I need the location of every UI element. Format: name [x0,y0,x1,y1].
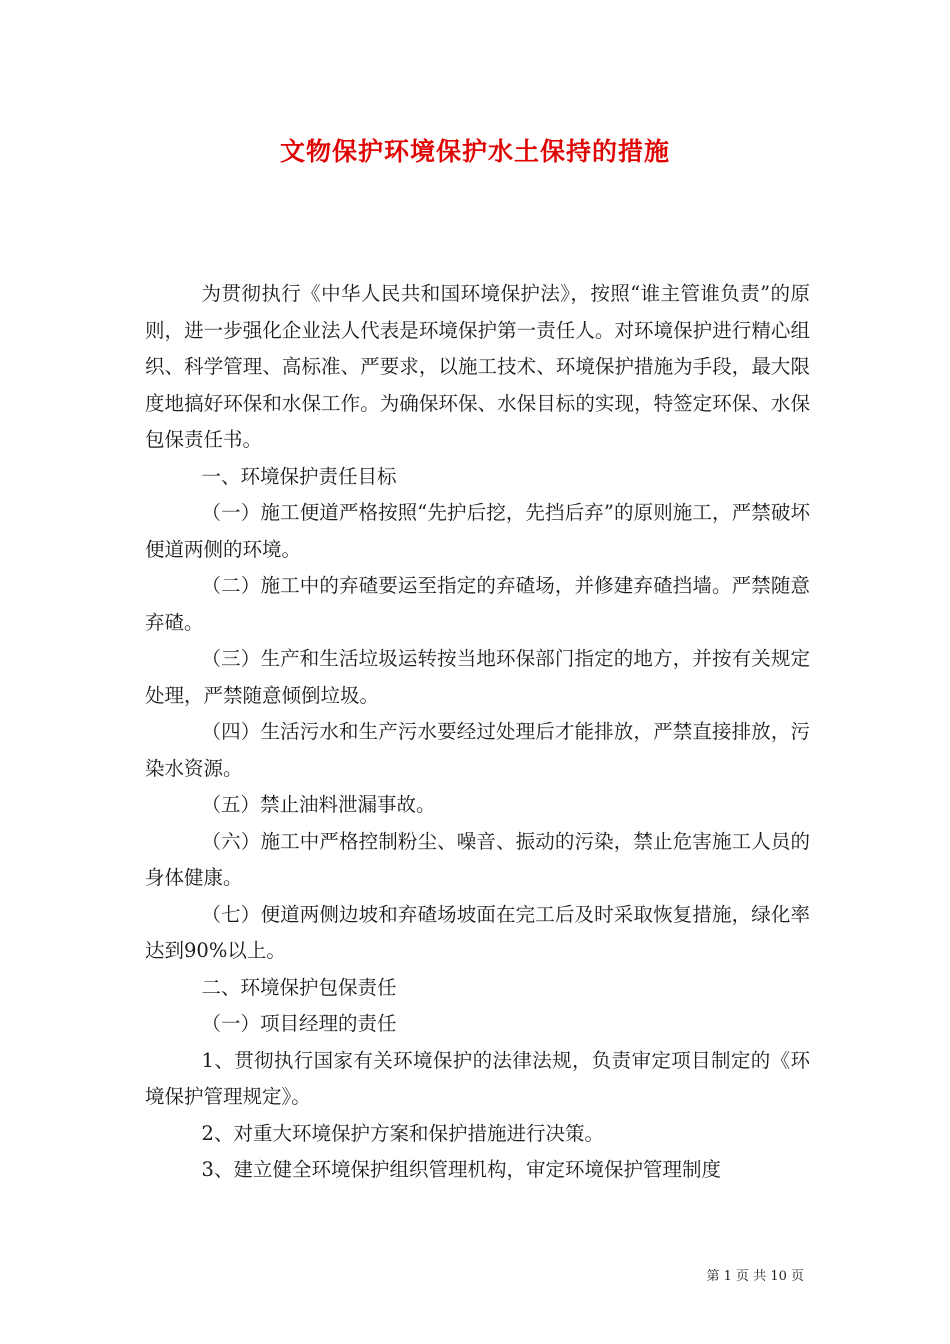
document-title: 文物保护环境保护水土保持的措施 [279,137,670,166]
paragraph-item-6: （六）施工中严格控制粉尘、噪音、振动的污染，禁止危害施工人员的身体健康。 [145,829,810,889]
paragraph-item-4: （四）生活污水和生产污水要经过处理后才能排放，严禁直接排放，污染水资源。 [145,720,810,780]
numbered-item-1: 1、贯彻执行国家有关环境保护的法律法规，负责审定项目制定的《环境保护管理规定》。 [145,1048,810,1108]
intro-paragraph: 为贯彻执行《中华人民共和国环境保护法》，按照“谁主管谁负责”的原则，进一步强化企业法人代表是环境保护第一责任人。对环境保护进行精心组织、科学管理、高标准、严要求，以施工技术、环境保护措施为手段，最大限度地搞好环保和水保工作。为确保环保、水保目标的实现，特签定环保、水保包保责任书。 [145,282,810,451]
paragraph-item-7: （七）便道两侧边坡和弃碴场坡面在完工后及时采取恢复措施，绿化率达到90%以上。 [145,902,810,962]
page-number: 第 1 页 共 10 页 [706,1269,804,1284]
paragraph-item-2: （二）施工中的弃碴要运至指定的弃碴场，并修建弃碴挡墙。严禁随意弃碴。 [145,574,810,634]
paragraph-item-3: （三）生产和生活垃圾运转按当地环保部门指定的地方，并按有关规定处理，严禁随意倾倒垃圾。 [145,647,810,707]
numbered-item-3: 3、建立健全环境保护组织管理机构，审定环境保护管理制度 [201,1158,721,1181]
subsection-heading-1: （一）项目经理的责任 [201,1012,397,1035]
section-heading-2: 二、环境保护包保责任 [201,975,397,999]
section-heading-1: 一、环境保护责任目标 [201,464,397,488]
numbered-item-2: 2、对重大环境保护方案和保护措施进行决策。 [201,1121,604,1145]
paragraph-item-1: （一）施工便道严格按照“先护后挖，先挡后弃”的原则施工，严禁破坏便道两侧的环境。 [145,501,810,561]
paragraph-item-5: （五）禁止油料泄漏事故。 [201,793,436,816]
document-body [145,276,810,1189]
